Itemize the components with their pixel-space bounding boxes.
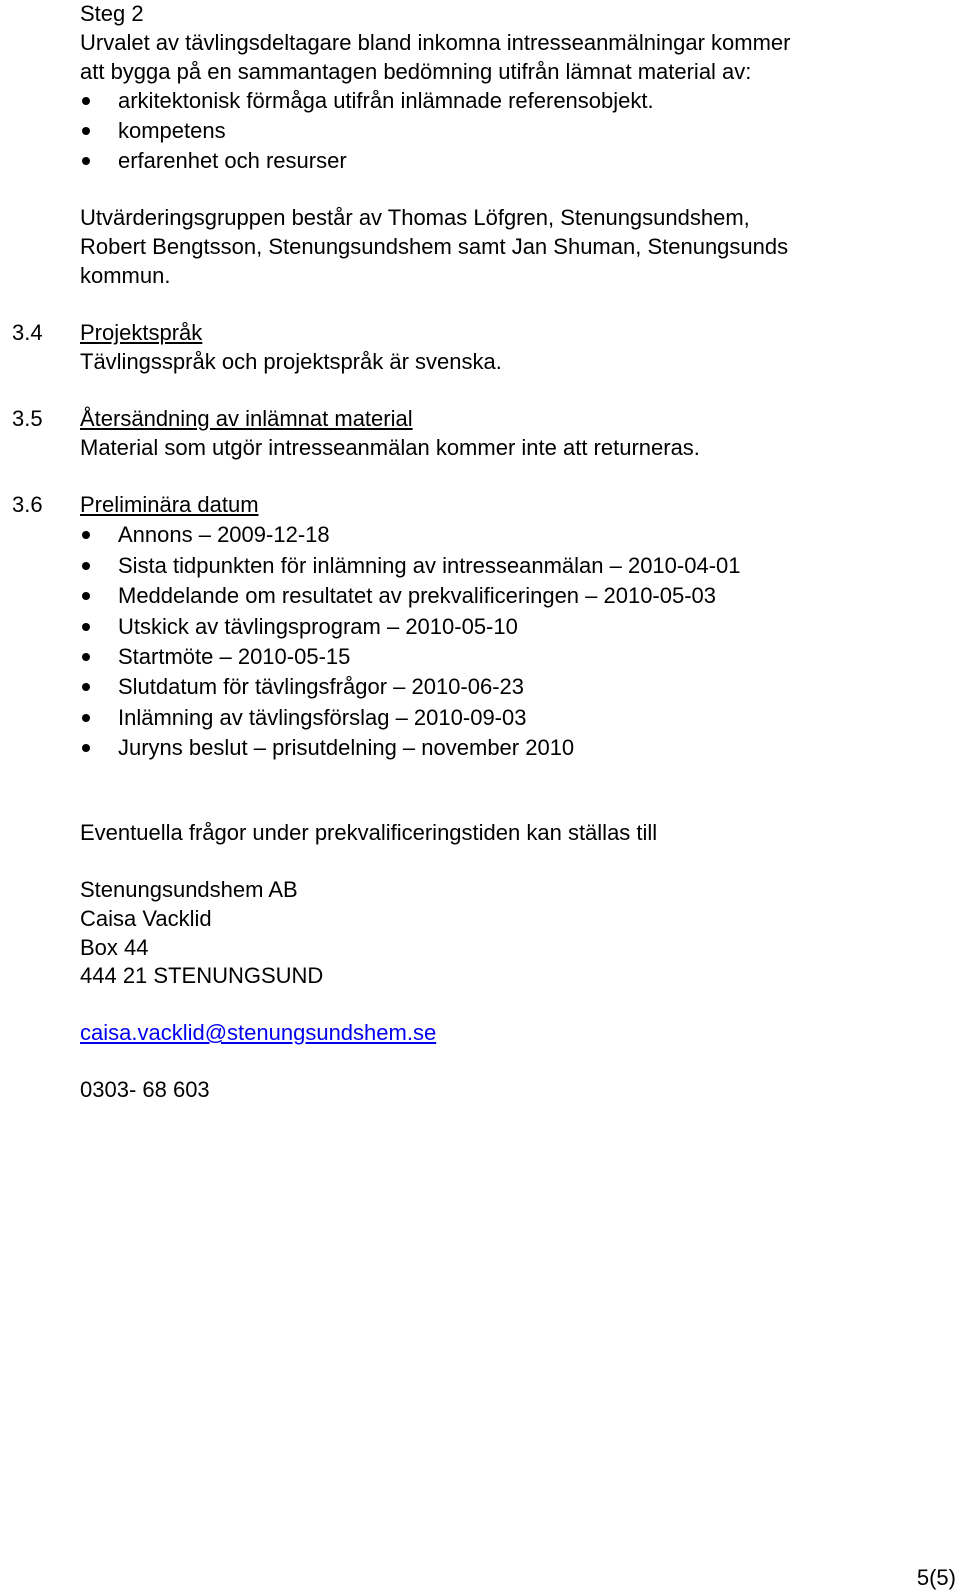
date-item-text: Sista tidpunkten för inlämning av intresseanmälan – 2010-04-01 xyxy=(118,553,741,578)
contact-name: Caisa Vacklid xyxy=(80,906,212,931)
section-text: Material som utgör intresseanmälan kommer inte att returneras. xyxy=(80,435,700,460)
contact-intro: Eventuella frågor under prekvalificeringstiden kan ställas till xyxy=(80,820,658,845)
contact-email-link[interactable]: caisa.vacklid@stenungsundshem.se xyxy=(80,1020,437,1045)
section-title: Projektspråk xyxy=(80,320,203,345)
date-item-text: Utskick av tävlingsprogram – 2010-05-10 xyxy=(118,614,518,639)
intro-line-1: Urvalet av tävlingsdeltagare bland inkomna intresseanmälningar kommer xyxy=(80,30,791,55)
list-item-text: kompetens xyxy=(118,118,226,143)
group-line-2: Robert Bengtsson, Stenungsundshem samt Jan Shuman, Stenungsunds xyxy=(80,234,789,259)
list-item-text: arkitektonisk förmåga utifrån inlämnade referensobjekt. xyxy=(118,88,654,113)
date-item-text: Annons – 2009-12-18 xyxy=(118,522,330,547)
step-heading: Steg 2 xyxy=(80,1,144,26)
section-title: Preliminära datum xyxy=(80,492,259,517)
intro-line-2: att bygga på en sammantagen bedömning utifrån lämnat material av: xyxy=(80,59,752,84)
contact-phone: 0303- 68 603 xyxy=(80,1077,210,1102)
section-number: 3.5 xyxy=(12,406,43,431)
group-line-1: Utvärderingsgruppen består av Thomas Löfgren, Stenungsundshem, xyxy=(80,205,750,230)
list-item-text: erfarenhet och resurser xyxy=(118,148,347,173)
section-number: 3.4 xyxy=(12,320,43,345)
contact-company: Stenungsundshem AB xyxy=(80,877,298,902)
section-number: 3.6 xyxy=(12,492,43,517)
date-item-text: Slutdatum för tävlingsfrågor – 2010-06-23 xyxy=(118,674,525,699)
section-text: Tävlingsspråk och projektspråk är svenska. xyxy=(80,349,502,374)
date-item-text: Inlämning av tävlingsförslag – 2010-09-03 xyxy=(118,705,527,730)
date-item-text: Startmöte – 2010-05-15 xyxy=(118,644,351,669)
date-item-text: Meddelande om resultatet av prekvalificeringen – 2010-05-03 xyxy=(118,583,717,608)
section-title: Återsändning av inlämnat material xyxy=(80,406,413,431)
contact-postal: 444 21 STENUNGSUND xyxy=(80,963,324,988)
contact-box: Box 44 xyxy=(80,935,149,960)
page-number: 5(5) xyxy=(916,1565,956,1590)
group-line-3: kommun. xyxy=(80,263,171,288)
contact-email-row xyxy=(80,1020,436,1046)
date-item-text: Juryns beslut – prisutdelning – november 2010 xyxy=(118,735,575,760)
